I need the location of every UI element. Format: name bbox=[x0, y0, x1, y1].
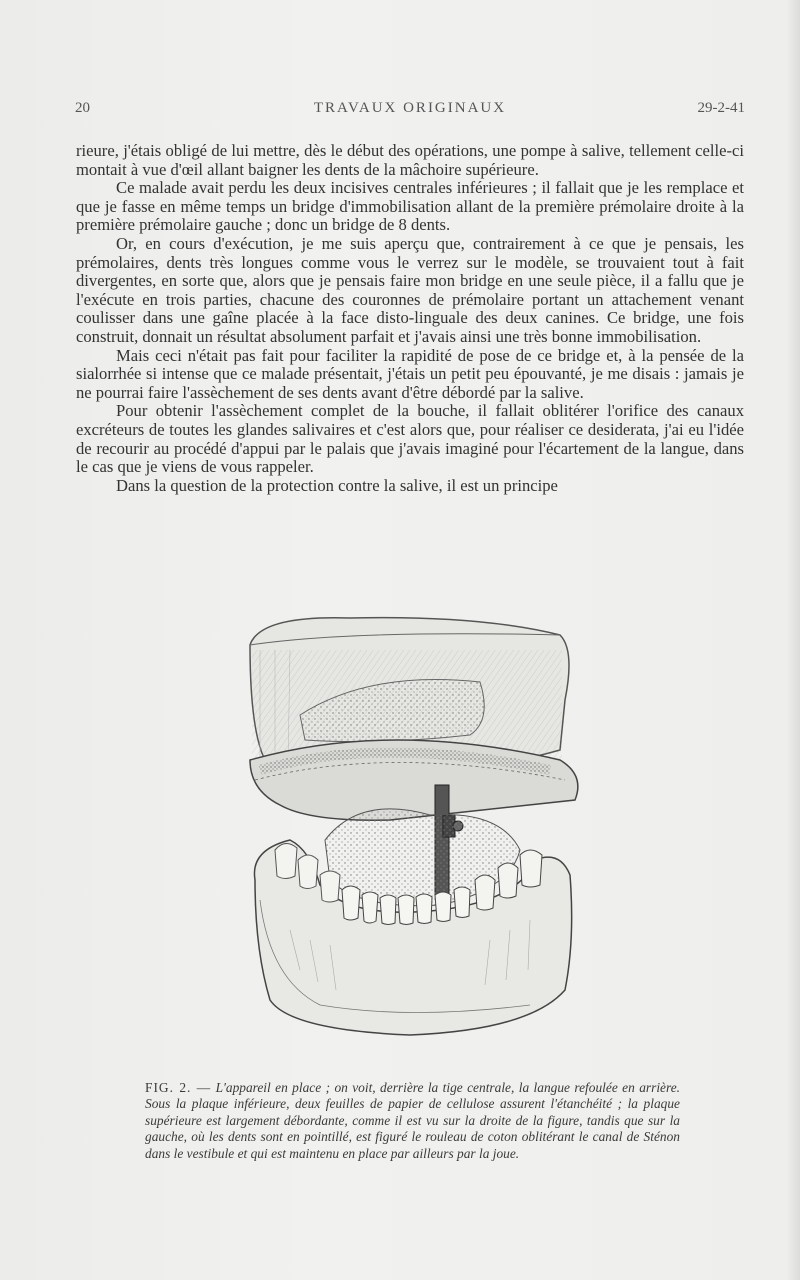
page-edge-shadow bbox=[786, 0, 800, 1280]
figure-caption bbox=[145, 1080, 680, 1162]
dental-apparatus-illustration bbox=[230, 610, 590, 1050]
figure-caption-text: L'appareil en place ; on voit, derrière la tige centrale, la langue refoulée en arrière. Sous la plaque inférieure, deux feuilles de papier de cellulose assurent l'étanchéité ; la plaque supérieure est largement débordante, comme il est vu sur la droite de la figure, tandis que sur la gauche, où les dents sont en pointillé, est figuré le rouleau de coton oblitérant le canal de Sténon dans le vestibule et qui est maintenu en place par ailleurs par la joue. bbox=[145, 1080, 680, 1161]
paragraph: Mais ceci n'était pas fait pour faciliter la rapidité de pose de ce bridge et, à la pensée de la sialorrhée si intense que ce malade présentait, j'étais un petit peu épouvanté, je me disais : jamais je ne pourrai faire l'assèchement de ses dents avant d'être débordé par la salive. bbox=[76, 345, 744, 402]
running-title: TRAVAUX ORIGINAUX bbox=[313, 100, 507, 116]
body-text bbox=[76, 142, 744, 495]
issue-date: 29-2-41 bbox=[697, 100, 745, 116]
page-number: 20 bbox=[75, 100, 90, 116]
paragraph: Ce malade avait perdu les deux incisives centrales inférieures ; il fallait que je les remplace et que je fasse en même temps un bridge d'immobilisation allant de la première prémolaire droite à la première prémolaire gauche ; donc un bridge de 8 dents. bbox=[76, 178, 744, 235]
paragraph: Or, en cours d'exécution, je me suis aperçu que, contrairement à ce que je pensais, les prémolaires, dents très longues comme vous le verrez sur le modèle, se trouvaient tout à fait divergentes, en sorte que, alors que je pensais faire mon bridge en une seule pièce, il a fallu que je l'exécute en trois parties, chacune des couronnes de prémolaire portant un attachement venant coulisser dans une gaîne placée à la face disto-linguale des deux canines. Ce bridge, une fois construit, donnait un résultat absolument parfait et j'avais ainsi une très bonne immobilisation. bbox=[76, 233, 744, 346]
paragraph: Dans la question de la protection contre la salive, il est un principe bbox=[116, 475, 558, 495]
paragraph: Pour obtenir l'assèchement complet de la bouche, il fallait oblitérer l'orifice des canaux excréteurs de toutes les glandes salivaires et c'est alors que, pour réaliser ce desiderata, j'ai eu l'idée de recourir au procédé d'appui par le palais que j'avais imaginé pour l'écartement de la langue, dans le cas que je viens de vous rappeler. bbox=[76, 401, 744, 477]
running-header bbox=[75, 100, 745, 122]
paragraph: rieure, j'étais obligé de lui mettre, dès le début des opérations, une pompe à salive, tellement celle-ci montait à vue d'œil allant baigner les dents de la mâchoire supérieure. bbox=[76, 141, 744, 179]
figure-label: FIG. 2. — bbox=[145, 1080, 212, 1095]
